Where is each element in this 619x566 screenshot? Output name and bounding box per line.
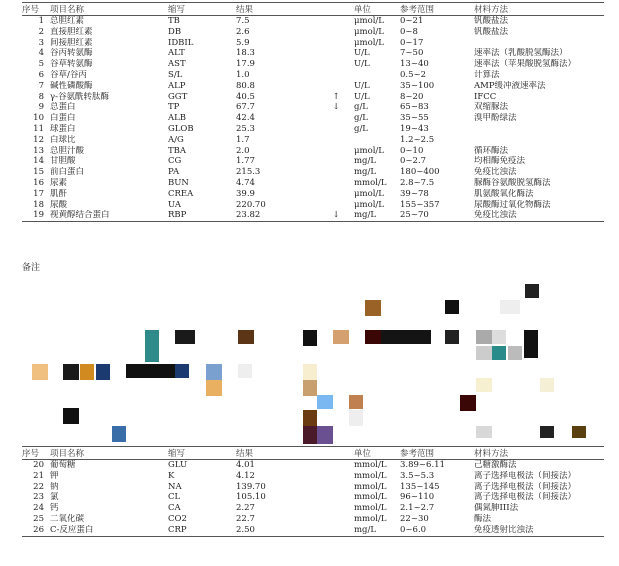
redaction-block bbox=[175, 364, 189, 378]
cell-abbr: UA bbox=[168, 199, 182, 210]
cell-result: 67.7 bbox=[236, 102, 255, 113]
cell-name: 总蛋白 bbox=[50, 102, 76, 113]
cell-name: γ-谷氨酰转肽酶 bbox=[50, 91, 109, 102]
table-row bbox=[22, 70, 604, 81]
cell-reference: 35~100 bbox=[400, 80, 435, 91]
cell-no: 4 bbox=[38, 48, 44, 59]
cell-name: 谷草/谷丙 bbox=[50, 69, 87, 80]
cell-flag bbox=[318, 16, 354, 27]
cell-flag bbox=[318, 156, 354, 167]
cell-unit: U/L bbox=[354, 91, 370, 102]
cell-abbr: CL bbox=[168, 492, 181, 503]
cell-name: 葡萄糖 bbox=[50, 460, 76, 470]
redaction-block bbox=[303, 426, 317, 444]
cell-name: 甘胆酸 bbox=[50, 156, 76, 167]
cell-flag bbox=[318, 525, 354, 536]
cell-result: 5.9 bbox=[236, 37, 250, 48]
redaction-block bbox=[317, 395, 333, 409]
cell-abbr: GGT bbox=[168, 91, 188, 102]
cell-unit: μmol/L bbox=[354, 199, 384, 210]
cell-name: 直接胆红素 bbox=[50, 26, 93, 37]
cell-reference: 0~21 bbox=[400, 16, 424, 26]
redaction-block bbox=[303, 410, 317, 426]
table-row bbox=[22, 200, 604, 211]
cell-result: 25.3 bbox=[236, 123, 255, 134]
cell-name: 碱性磷酸酶 bbox=[50, 80, 93, 91]
cell-method: 均相酶免疫法 bbox=[474, 156, 526, 167]
cell-reference: 96~110 bbox=[400, 492, 435, 503]
cell-reference: 0.5~2 bbox=[400, 69, 427, 80]
cell-abbr: CA bbox=[168, 503, 181, 514]
cell-flag bbox=[318, 70, 354, 81]
cell-flag bbox=[318, 59, 354, 70]
cell-flag bbox=[318, 200, 354, 211]
cell-flag bbox=[318, 514, 354, 525]
cell-no: 3 bbox=[38, 37, 44, 48]
redaction-block bbox=[365, 330, 381, 344]
cell-abbr: CO2 bbox=[168, 513, 187, 524]
col-reference: 参考范围 bbox=[400, 5, 435, 15]
cell-name: 谷草转氨酶 bbox=[50, 59, 93, 70]
cell-name: 间接胆红素 bbox=[50, 37, 93, 48]
cell-flag: ↑ bbox=[332, 91, 340, 102]
cell-result: 23.82 bbox=[236, 210, 261, 221]
redaction-block bbox=[492, 330, 506, 344]
cell-unit: mmol/L bbox=[354, 481, 387, 492]
cell-flag bbox=[318, 146, 354, 157]
cell-result: 18.3 bbox=[236, 48, 255, 59]
redaction-block bbox=[112, 426, 126, 442]
table-row bbox=[22, 135, 604, 146]
cell-reference: 13~40 bbox=[400, 59, 429, 70]
redaction-block bbox=[238, 364, 252, 378]
table-row bbox=[22, 81, 604, 92]
cell-name: 钠 bbox=[50, 481, 59, 492]
cell-reference: 25~70 bbox=[400, 210, 429, 221]
redaction-block bbox=[206, 380, 222, 396]
cell-abbr: TB bbox=[168, 16, 180, 26]
col-no: 序号 bbox=[22, 449, 40, 459]
redaction-block bbox=[32, 364, 48, 380]
redaction-block bbox=[349, 395, 363, 409]
cell-result: 220.70 bbox=[236, 199, 266, 210]
redaction-block bbox=[303, 364, 317, 380]
cell-method: 偶氮胂III法 bbox=[474, 503, 519, 514]
cell-unit: mmol/L bbox=[354, 513, 387, 524]
cell-no: 12 bbox=[33, 134, 44, 145]
cell-method bbox=[474, 124, 604, 135]
cell-unit: mg/L bbox=[354, 167, 377, 178]
table-row bbox=[22, 471, 604, 482]
col-name: 项目名称 bbox=[50, 449, 85, 459]
cell-name: 谷丙转氨酶 bbox=[50, 48, 93, 59]
cell-name: 前白蛋白 bbox=[50, 167, 85, 178]
redaction-block bbox=[460, 395, 476, 411]
cell-result: 4.74 bbox=[236, 177, 255, 188]
cell-flag bbox=[318, 492, 354, 503]
redaction-block bbox=[445, 300, 459, 314]
cell-result: 2.6 bbox=[236, 26, 250, 37]
redaction-block bbox=[476, 426, 492, 438]
cell-name: 氯 bbox=[50, 492, 59, 503]
table-row bbox=[22, 503, 604, 514]
cell-result: 40.5 bbox=[236, 91, 255, 102]
table-row bbox=[22, 167, 604, 178]
cell-abbr: GLOB bbox=[168, 123, 194, 134]
table-row bbox=[22, 189, 604, 200]
cell-abbr: CG bbox=[168, 156, 182, 167]
col-name: 项目名称 bbox=[50, 5, 85, 15]
col-abbr: 缩写 bbox=[168, 449, 186, 459]
cell-reference: 7~50 bbox=[400, 48, 424, 59]
cell-result: 105.10 bbox=[236, 492, 266, 503]
cell-no: 21 bbox=[33, 470, 44, 481]
redaction-block bbox=[349, 410, 363, 426]
cell-unit bbox=[354, 70, 400, 81]
cell-reference: 155~357 bbox=[400, 199, 440, 210]
cell-abbr: BUN bbox=[168, 177, 189, 188]
cell-no: 14 bbox=[33, 156, 44, 167]
cell-flag bbox=[318, 81, 354, 92]
cell-method: 肌氨酸氧化酶法 bbox=[474, 188, 534, 199]
cell-method: 钒酸盐法 bbox=[474, 16, 509, 26]
cell-abbr: TBA bbox=[168, 145, 187, 156]
cell-reference: 19~43 bbox=[400, 123, 429, 134]
cell-abbr: CRP bbox=[168, 524, 187, 535]
cell-flag bbox=[318, 38, 354, 49]
cell-unit: U/L bbox=[354, 59, 370, 70]
cell-reference: 0~6.0 bbox=[400, 524, 427, 535]
table-row bbox=[22, 102, 604, 113]
cell-result: 2.0 bbox=[236, 145, 250, 156]
cell-unit: mg/L bbox=[354, 524, 377, 535]
cell-result: 215.3 bbox=[236, 167, 261, 178]
cell-reference: 0~17 bbox=[400, 37, 424, 48]
cell-no: 18 bbox=[33, 199, 44, 210]
cell-reference: 0~8 bbox=[400, 26, 418, 37]
cell-unit: mg/L bbox=[354, 156, 377, 167]
table-row bbox=[22, 156, 604, 167]
cell-flag bbox=[318, 113, 354, 124]
cell-method bbox=[474, 135, 604, 146]
cell-abbr: ALP bbox=[168, 80, 186, 91]
cell-reference: 8~20 bbox=[400, 91, 424, 102]
table-header bbox=[22, 3, 604, 16]
cell-flag bbox=[318, 27, 354, 38]
cell-no: 7 bbox=[38, 80, 44, 91]
cell-method: 钒酸盐法 bbox=[474, 26, 509, 37]
cell-method: 酶法 bbox=[474, 513, 492, 524]
redaction-block bbox=[525, 284, 539, 298]
cell-no: 20 bbox=[33, 460, 44, 470]
cell-no: 16 bbox=[33, 177, 44, 188]
cell-no: 6 bbox=[38, 69, 44, 80]
cell-abbr: ALT bbox=[168, 48, 185, 59]
redaction-block bbox=[524, 330, 538, 358]
cell-result: 139.70 bbox=[236, 481, 266, 492]
redaction-block bbox=[63, 408, 79, 424]
cell-reference: 0~2.7 bbox=[400, 156, 427, 167]
cell-reference: 0~10 bbox=[400, 145, 424, 156]
cell-name: 肌酐 bbox=[50, 188, 68, 199]
redaction-block bbox=[96, 364, 110, 380]
cell-no: 9 bbox=[38, 102, 44, 113]
table-row bbox=[22, 482, 604, 493]
cell-unit: g/L bbox=[354, 123, 368, 134]
cell-no: 22 bbox=[33, 481, 44, 492]
redaction-block bbox=[381, 330, 431, 344]
redaction-block bbox=[476, 378, 492, 392]
cell-name: 钙 bbox=[50, 503, 59, 514]
redaction-block bbox=[500, 300, 520, 314]
cell-method: 双缩脲法 bbox=[474, 102, 509, 113]
cell-flag bbox=[318, 167, 354, 178]
cell-abbr: K bbox=[168, 470, 175, 481]
col-method: 材料方法 bbox=[474, 5, 509, 15]
cell-no: 26 bbox=[33, 524, 44, 535]
cell-method: 尿酸酶过氧化物酶法 bbox=[474, 199, 551, 210]
redaction-block bbox=[206, 364, 222, 380]
cell-result: 39.9 bbox=[236, 188, 255, 199]
table-row bbox=[22, 178, 604, 189]
cell-method: 离子选择电极法（间接法） bbox=[474, 470, 577, 481]
table-row bbox=[22, 59, 604, 70]
cell-flag bbox=[318, 178, 354, 189]
cell-flag bbox=[318, 48, 354, 59]
table-row bbox=[22, 492, 604, 503]
cell-result: 80.8 bbox=[236, 80, 255, 91]
cell-method: 速率法（苹果酸脱氢酶法） bbox=[474, 59, 577, 70]
redaction-block bbox=[145, 330, 159, 362]
cell-abbr: GLU bbox=[168, 460, 188, 470]
cell-unit: g/L bbox=[354, 113, 368, 124]
cell-flag: ↓ bbox=[332, 102, 340, 113]
cell-flag bbox=[318, 471, 354, 482]
table-row bbox=[22, 16, 604, 27]
cell-no: 13 bbox=[33, 145, 44, 156]
cell-abbr: AST bbox=[168, 59, 186, 70]
cell-reference: 65~83 bbox=[400, 102, 429, 113]
col-result: 结果 bbox=[236, 449, 254, 459]
cell-no: 15 bbox=[33, 167, 44, 178]
cell-reference: 2.1~2.7 bbox=[400, 503, 435, 514]
cell-flag bbox=[318, 503, 354, 514]
redaction-block bbox=[126, 364, 176, 378]
col-no: 序号 bbox=[22, 5, 40, 15]
redaction-block bbox=[333, 330, 349, 344]
cell-no: 11 bbox=[33, 123, 44, 134]
col-flag bbox=[318, 447, 354, 460]
cell-result: 4.01 bbox=[236, 460, 255, 470]
cell-name: 钾 bbox=[50, 470, 59, 481]
cell-no: 10 bbox=[33, 113, 44, 124]
table-row bbox=[22, 210, 604, 221]
cell-unit bbox=[354, 135, 400, 146]
cell-abbr: NA bbox=[168, 481, 182, 492]
col-result: 结果 bbox=[236, 5, 254, 15]
cell-no: 8 bbox=[38, 91, 44, 102]
table-row bbox=[22, 38, 604, 49]
cell-result: 17.9 bbox=[236, 59, 255, 70]
table-row bbox=[22, 27, 604, 38]
cell-no: 24 bbox=[33, 503, 44, 514]
table-row bbox=[22, 514, 604, 525]
cell-method: 溴甲酚绿法 bbox=[474, 113, 517, 124]
redaction-block bbox=[572, 426, 586, 438]
redaction-block bbox=[476, 330, 492, 344]
redaction-block bbox=[175, 330, 195, 344]
cell-result: 2.27 bbox=[236, 503, 255, 514]
cell-reference: 2.8~7.5 bbox=[400, 177, 435, 188]
cell-result: 1.0 bbox=[236, 69, 250, 80]
redaction-block bbox=[476, 346, 492, 360]
cell-method: 免疫比浊法 bbox=[474, 167, 517, 178]
cell-flag bbox=[318, 482, 354, 493]
cell-unit: mmol/L bbox=[354, 460, 387, 470]
redaction-block bbox=[492, 346, 506, 360]
results-table-1 bbox=[22, 2, 604, 222]
cell-method: AMP缓冲液速率法 bbox=[474, 80, 546, 91]
cell-result: 4.12 bbox=[236, 470, 255, 481]
cell-unit: μmol/L bbox=[354, 26, 384, 37]
cell-method: 免疫比浊法 bbox=[474, 210, 517, 221]
cell-unit: mmol/L bbox=[354, 503, 387, 514]
redaction-block bbox=[445, 330, 459, 344]
cell-unit: μmol/L bbox=[354, 188, 384, 199]
cell-no: 19 bbox=[33, 210, 44, 221]
cell-reference: 35~55 bbox=[400, 113, 429, 124]
redaction-block bbox=[238, 330, 254, 344]
table-header bbox=[22, 447, 604, 460]
cell-name: 二氧化碳 bbox=[50, 513, 85, 524]
redaction-block bbox=[508, 346, 522, 360]
cell-reference: 3.89~6.11 bbox=[400, 460, 445, 470]
redaction-block bbox=[540, 378, 554, 392]
redaction-block bbox=[303, 330, 317, 346]
col-unit: 单位 bbox=[354, 5, 372, 15]
table-row bbox=[22, 146, 604, 157]
cell-reference: 3.5~5.3 bbox=[400, 470, 435, 481]
cell-unit: mg/L bbox=[354, 210, 377, 221]
cell-abbr: TP bbox=[168, 102, 180, 113]
cell-no: 25 bbox=[33, 513, 44, 524]
cell-result: 1.7 bbox=[236, 134, 250, 145]
redaction-block bbox=[540, 426, 554, 438]
cell-no: 2 bbox=[38, 26, 44, 37]
cell-no: 1 bbox=[38, 16, 44, 26]
cell-name: 白球比 bbox=[50, 134, 76, 145]
cell-result: 22.7 bbox=[236, 513, 255, 524]
cell-name: C-反应蛋白 bbox=[50, 524, 94, 535]
cell-no: 5 bbox=[38, 59, 44, 70]
col-abbr: 缩写 bbox=[168, 5, 186, 15]
table-row bbox=[22, 92, 604, 103]
col-method: 材料方法 bbox=[474, 449, 509, 459]
redaction-block bbox=[303, 380, 317, 396]
cell-flag bbox=[318, 135, 354, 146]
cell-abbr: IDBIL bbox=[168, 37, 194, 48]
cell-name: 总胆红素 bbox=[50, 16, 85, 26]
cell-reference: 1.2~2.5 bbox=[400, 134, 435, 145]
cell-result: 1.77 bbox=[236, 156, 255, 167]
cell-unit: mmol/L bbox=[354, 470, 387, 481]
redaction-block bbox=[365, 300, 381, 316]
results-table-2 bbox=[22, 446, 604, 537]
cell-abbr: DB bbox=[168, 26, 182, 37]
cell-name: 白蛋白 bbox=[50, 113, 76, 124]
table-row bbox=[22, 113, 604, 124]
cell-flag bbox=[318, 460, 354, 471]
cell-result: 2.50 bbox=[236, 524, 255, 535]
redacted-image-area bbox=[0, 270, 619, 445]
col-reference: 参考范围 bbox=[400, 449, 435, 459]
cell-method: 速率法（乳酸脱氢酶法） bbox=[474, 48, 568, 59]
cell-method: 循环酶法 bbox=[474, 145, 509, 156]
note-label: 备注 bbox=[22, 263, 41, 273]
cell-name: 球蛋白 bbox=[50, 123, 76, 134]
col-unit: 单位 bbox=[354, 449, 372, 459]
cell-flag bbox=[318, 189, 354, 200]
cell-method: 己糖激酶法 bbox=[474, 460, 517, 470]
cell-unit: g/L bbox=[354, 102, 368, 113]
cell-reference: 22~30 bbox=[400, 513, 429, 524]
cell-name: 尿素 bbox=[50, 177, 68, 188]
cell-method: 离子选择电极法（间接法） bbox=[474, 492, 577, 503]
table-row bbox=[22, 48, 604, 59]
cell-unit: μmol/L bbox=[354, 145, 384, 156]
cell-method: 脲酶谷氨酸脱氢酶法 bbox=[474, 177, 551, 188]
redaction-block bbox=[80, 364, 94, 380]
cell-no: 17 bbox=[33, 188, 44, 199]
cell-reference: 180~400 bbox=[400, 167, 440, 178]
cell-abbr: ALB bbox=[168, 113, 187, 124]
cell-flag: ↓ bbox=[332, 210, 340, 221]
cell-abbr: RBP bbox=[168, 210, 187, 221]
cell-result: 42.4 bbox=[236, 113, 255, 124]
cell-method: IFCC bbox=[474, 91, 497, 102]
cell-name: 视黄醇结合蛋白 bbox=[50, 210, 110, 221]
cell-method: 离子选择电极法（间接法） bbox=[474, 481, 577, 492]
table-row bbox=[22, 460, 604, 471]
cell-unit: μmol/L bbox=[354, 16, 384, 26]
cell-unit: U/L bbox=[354, 48, 370, 59]
cell-flag bbox=[318, 124, 354, 135]
cell-method bbox=[474, 38, 604, 49]
cell-method: 计算法 bbox=[474, 69, 500, 80]
cell-reference: 135~145 bbox=[400, 481, 440, 492]
cell-abbr: PA bbox=[168, 167, 180, 178]
cell-method: 免疫透射比浊法 bbox=[474, 524, 534, 535]
cell-name: 尿酸 bbox=[50, 199, 68, 210]
col-flag bbox=[318, 3, 354, 16]
cell-unit: U/L bbox=[354, 80, 370, 91]
redaction-block bbox=[317, 426, 333, 444]
cell-no: 23 bbox=[33, 492, 44, 503]
cell-unit: mmol/L bbox=[354, 492, 387, 503]
cell-abbr: CREA bbox=[168, 188, 194, 199]
cell-name: 总胆汁酸 bbox=[50, 145, 85, 156]
cell-reference: 39~78 bbox=[400, 188, 429, 199]
cell-abbr: S/L bbox=[168, 69, 183, 80]
table-row bbox=[22, 525, 604, 536]
cell-unit: mmol/L bbox=[354, 177, 387, 188]
cell-abbr: A/G bbox=[168, 134, 184, 145]
table-row bbox=[22, 124, 604, 135]
cell-unit: μmol/L bbox=[354, 37, 384, 48]
redaction-block bbox=[63, 364, 79, 380]
cell-result: 7.5 bbox=[236, 16, 250, 26]
